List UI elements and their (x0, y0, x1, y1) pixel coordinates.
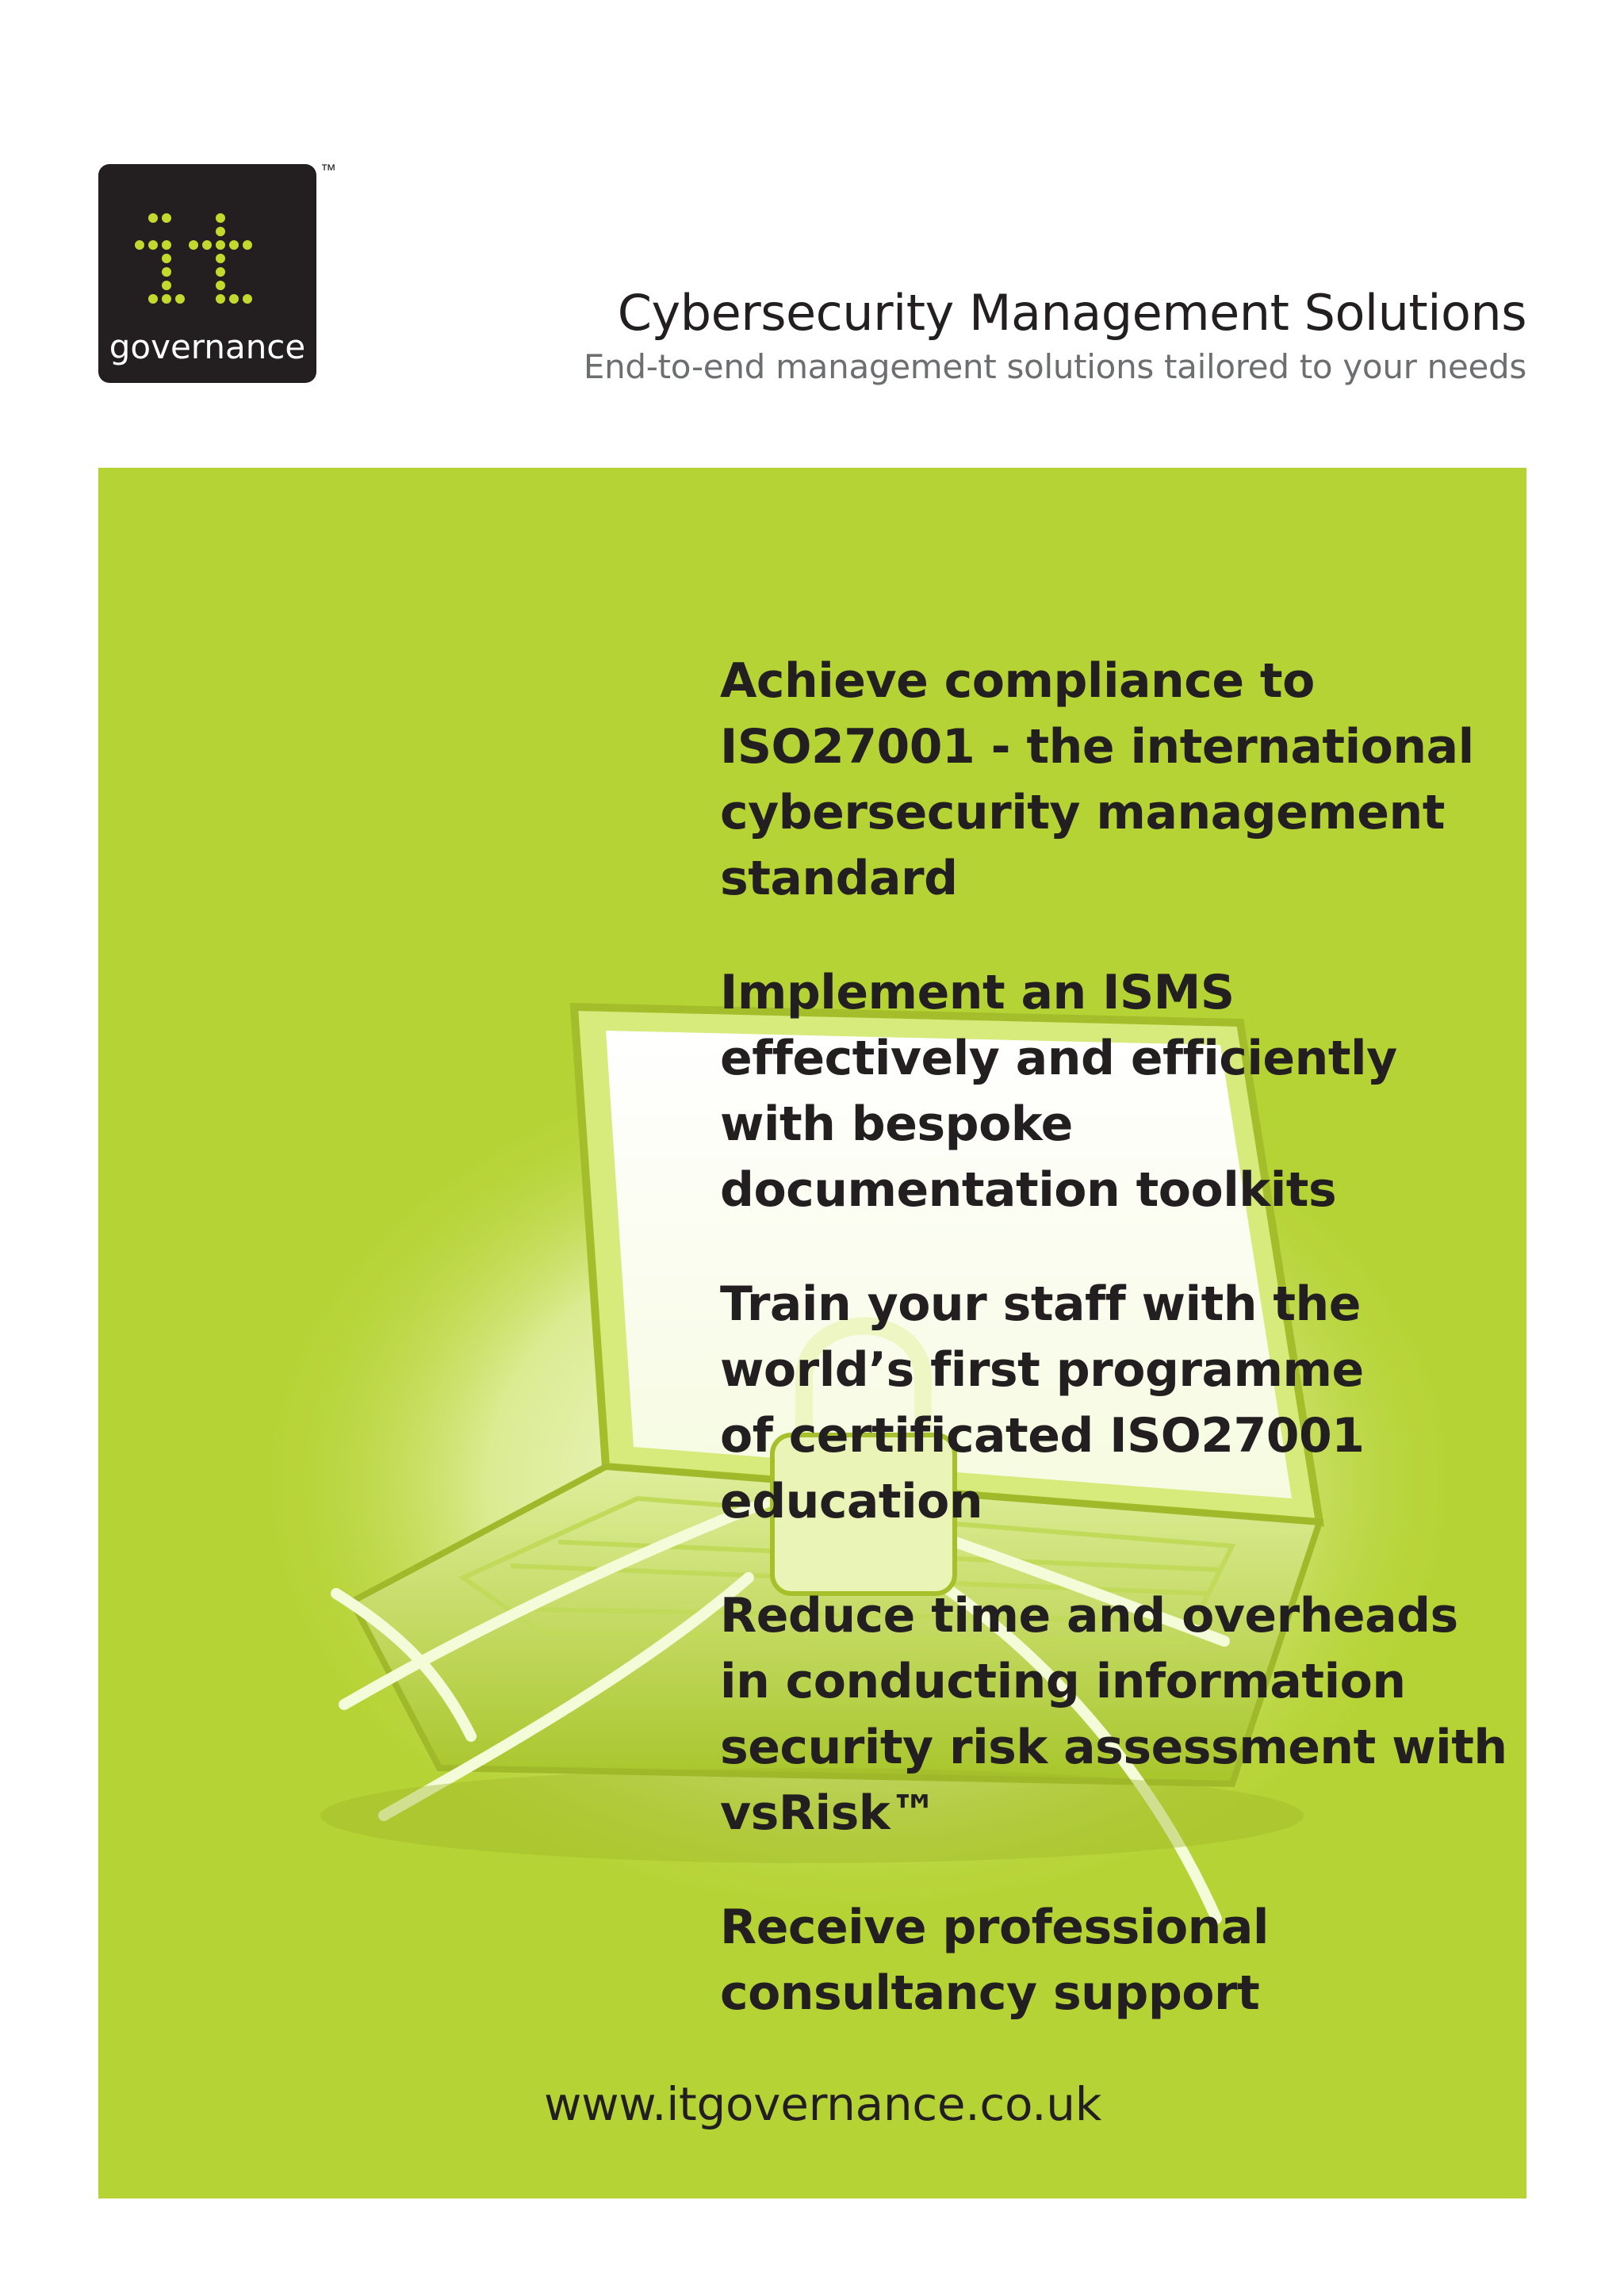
logo-dot (216, 294, 225, 304)
logo-dot (229, 240, 239, 250)
logo-dot (243, 294, 252, 304)
benefit-consultancy: Receive professional consultancy support (720, 1900, 1269, 2021)
logo-dot (162, 240, 171, 250)
logo-wordmark: governance (109, 327, 306, 366)
logo-dot (243, 240, 252, 250)
logo-dot (148, 240, 158, 250)
logo-dot (162, 294, 171, 304)
benefit-isms: Implement an ISMS effectively and efficiently with bespoke documentation toolkits (720, 965, 1397, 1218)
benefits-panel (98, 468, 1526, 2198)
logo-dot (189, 240, 198, 250)
logo-dot (148, 294, 158, 304)
logo-dot (162, 281, 171, 290)
logo-dot (202, 240, 212, 250)
benefit-risk-assessment: Reduce time and overheads in conducting information security risk assessment with vsRisk™ (720, 1588, 1507, 1841)
logo-dot (216, 227, 225, 236)
it-governance-logo (98, 164, 316, 383)
logo-dot (216, 281, 225, 290)
benefit-training: Train your staff with the world’s first programme of certificated ISO27001 education (720, 1276, 1365, 1529)
logo-dot (216, 254, 225, 263)
logo-dot (135, 240, 144, 250)
logo-dot (162, 213, 171, 223)
logo-dot (216, 213, 225, 223)
logo-dot (148, 213, 158, 223)
page-subtitle: End-to-end management solutions tailored to your needs (583, 347, 1526, 386)
page-title: Cybersecurity Management Solutions (617, 284, 1526, 342)
logo-dot (229, 294, 239, 304)
logo-dot (216, 267, 225, 277)
logo-dot (162, 267, 171, 277)
logo-dot (162, 254, 171, 263)
logo-dot (216, 240, 225, 250)
benefits-list (720, 649, 1513, 2075)
logo-dot (175, 294, 185, 304)
website-link[interactable]: www.itgovernance.co.uk (544, 2077, 1102, 2131)
benefit-compliance: Achieve compliance to ISO27001 - the international cybersecurity management standard (720, 653, 1474, 906)
logo-trademark: ™ (320, 162, 336, 179)
